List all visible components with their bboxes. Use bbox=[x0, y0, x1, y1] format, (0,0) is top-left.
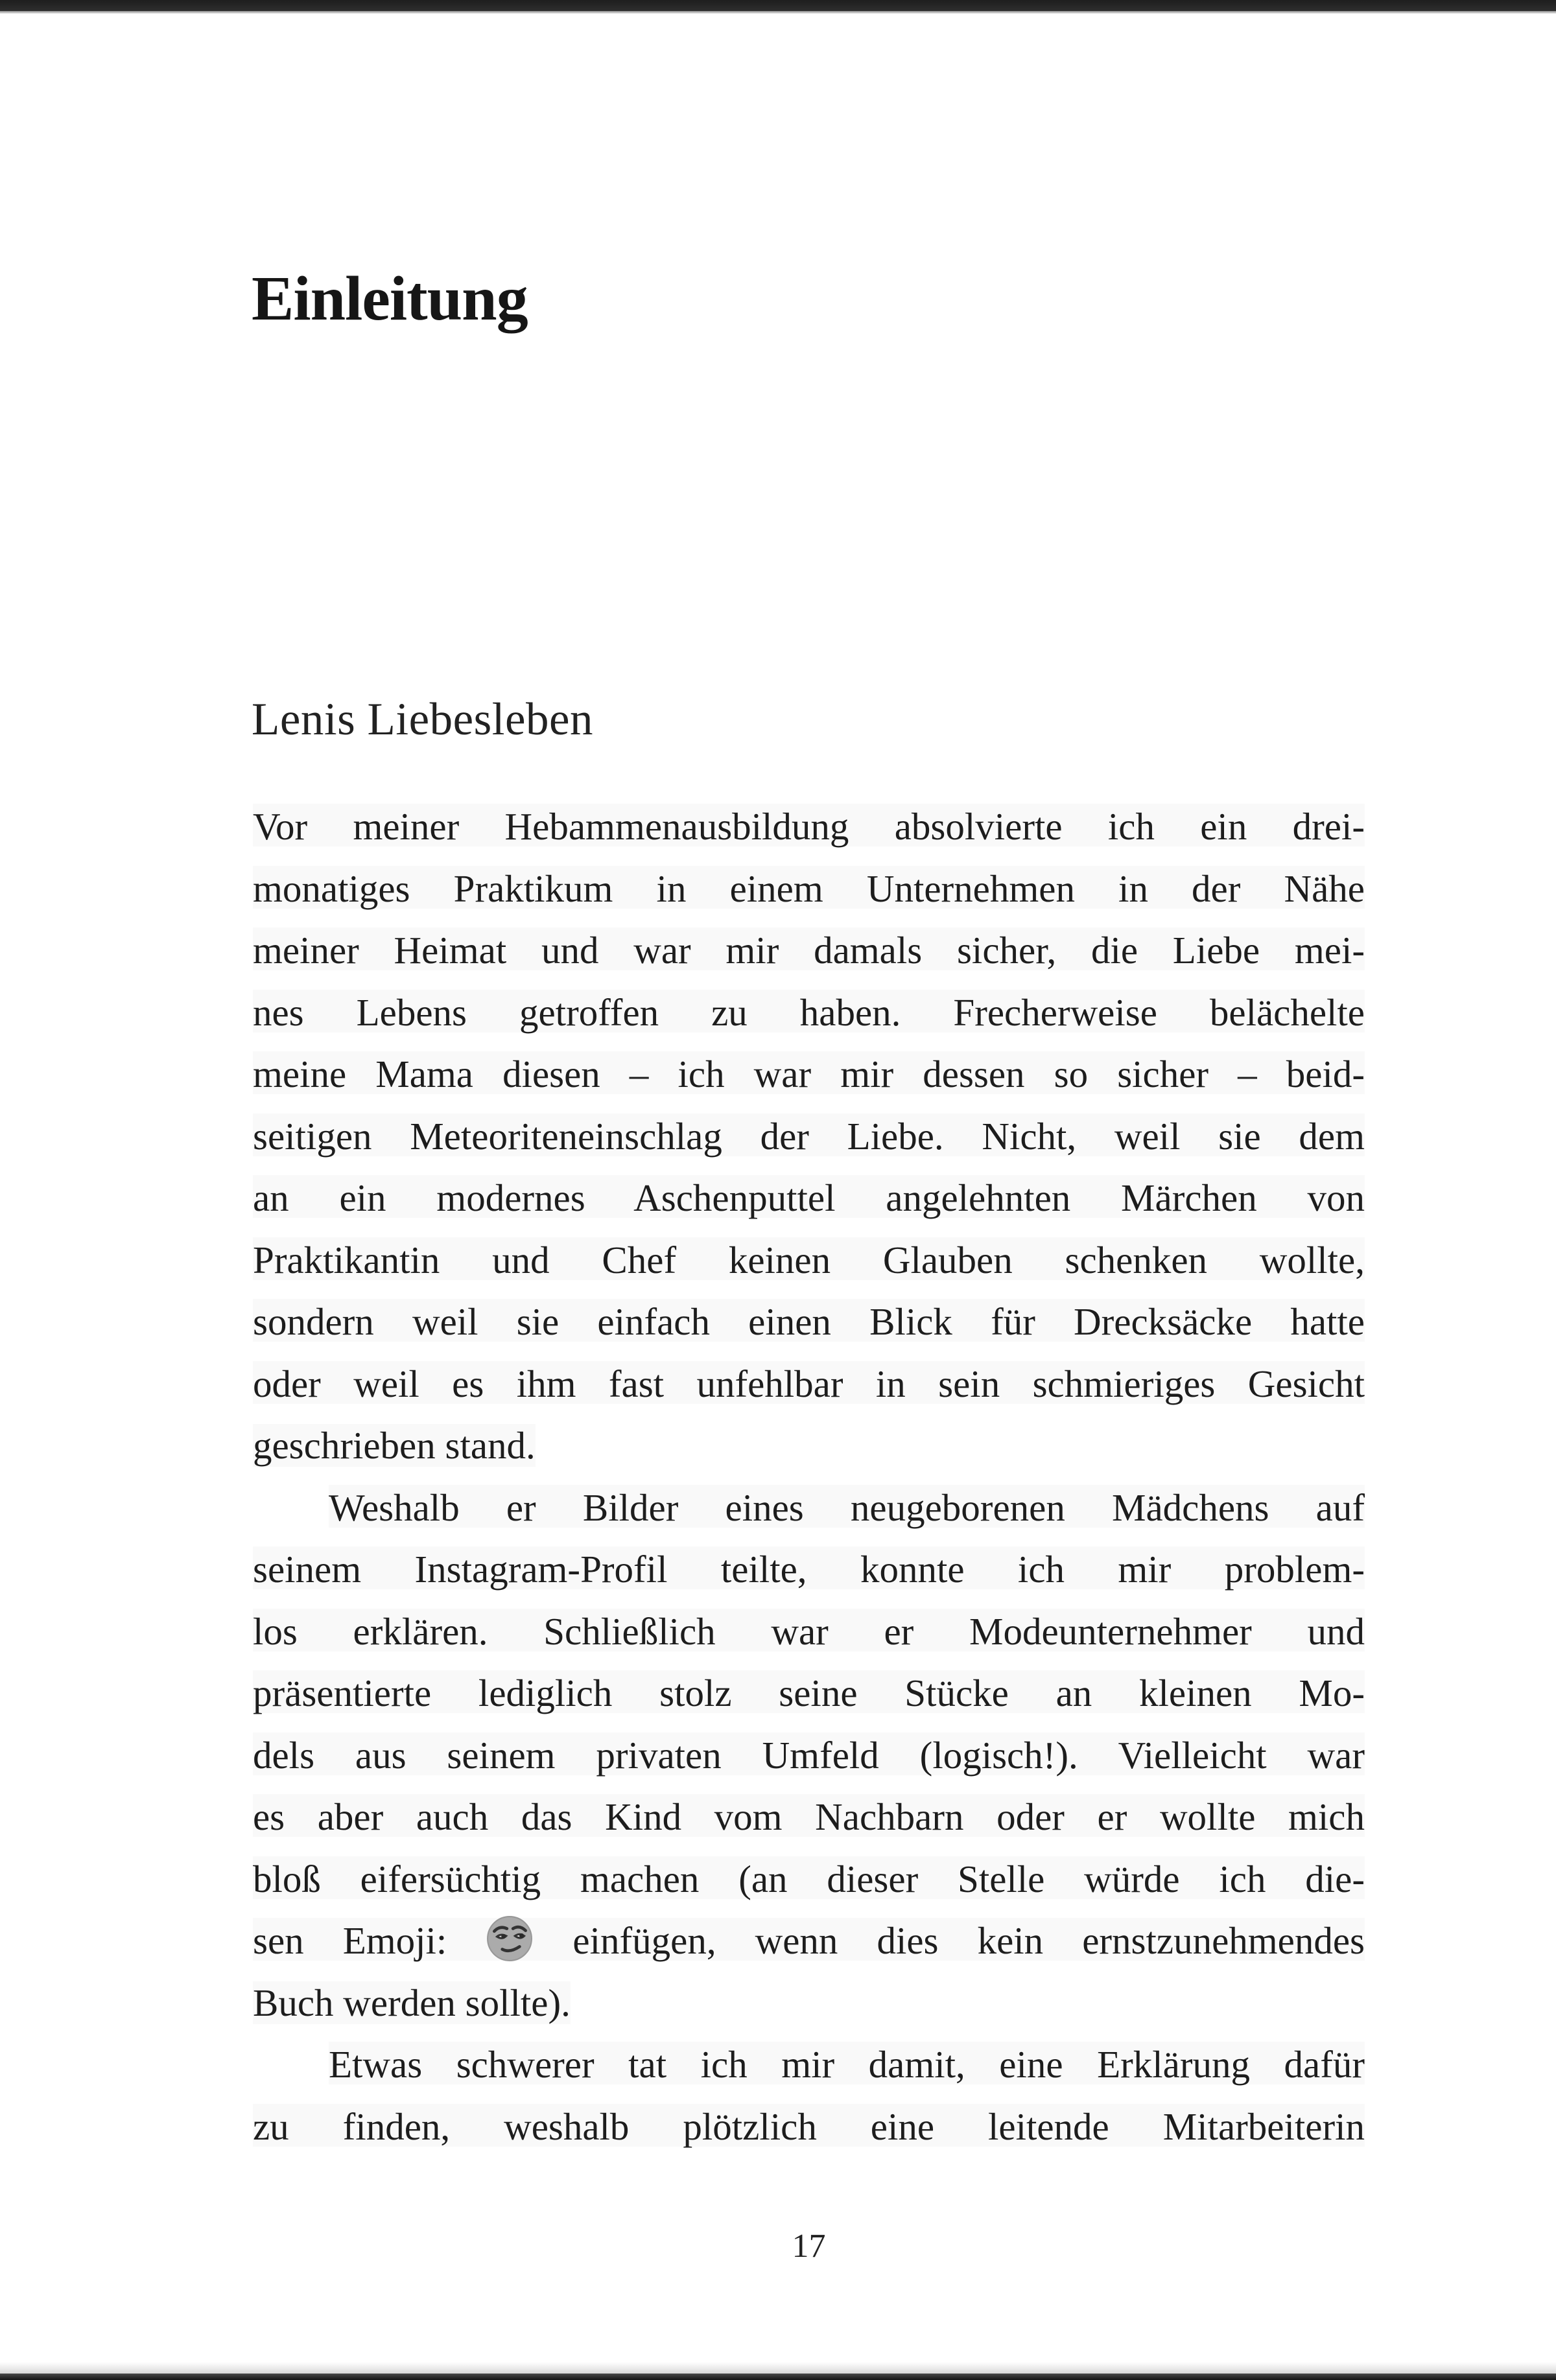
text-line: sen Emoji: einfügen, wenn dies kein ernstzunehmendes bbox=[253, 1910, 1365, 1972]
text-line: meiner Heimat und war mir damals sicher, die Liebe mei- bbox=[253, 920, 1365, 982]
text-line: Vor meiner Hebammenausbildung absolvierte ich ein drei- bbox=[253, 796, 1365, 858]
body-text bbox=[253, 796, 1365, 2158]
smirking-face-emoji bbox=[486, 1915, 534, 1963]
text-line: nes Lebens getroffen zu haben. Frecherweise belächelte bbox=[253, 982, 1365, 1044]
text-line: Buch werden sollte). bbox=[253, 1981, 571, 2024]
text-line: es aber auch das Kind vom Nachbarn oder er wollte mich bbox=[253, 1786, 1365, 1849]
text-line: meine Mama diesen – ich war mir dessen so sicher – beid- bbox=[253, 1044, 1365, 1106]
text-line: los erklären. Schließlich war er Modeunternehmer und bbox=[253, 1601, 1365, 1663]
section-heading: Lenis Liebesleben bbox=[252, 694, 593, 745]
text-line: oder weil es ihm fast unfehlbar in sein schmieriges Gesicht bbox=[253, 1353, 1365, 1416]
text-line: seinem Instagram-Profil teilte, konnte ich mir problem- bbox=[253, 1539, 1365, 1601]
text-line: Etwas schwerer tat ich mir damit, eine Erklärung dafür bbox=[253, 2034, 1365, 2096]
page-number: 17 bbox=[792, 2228, 826, 2265]
text-line: präsentierte lediglich stolz seine Stücke an kleinen Mo- bbox=[253, 1662, 1365, 1725]
text-line: Praktikantin und Chef keinen Glauben schenken wollte, bbox=[253, 1230, 1365, 1292]
top-scan-bar-edge bbox=[0, 11, 1556, 14]
top-scan-bar bbox=[0, 0, 1556, 11]
bottom-scan-strip bbox=[0, 2362, 1556, 2374]
text-line: bloß eifersüchtig machen (an dieser Stelle würde ich die- bbox=[253, 1849, 1365, 1911]
text-line: monatiges Praktikum in einem Unternehmen in der Nähe bbox=[253, 858, 1365, 920]
text-line: an ein modernes Aschenputtel angelehnten Märchen von bbox=[253, 1167, 1365, 1230]
chapter-title: Einleitung bbox=[252, 263, 528, 334]
text-line: sondern weil sie einfach einen Blick für Drecksäcke hatte bbox=[253, 1291, 1365, 1353]
text-line: seitigen Meteoriteneinschlag der Liebe. Nicht, weil sie dem bbox=[253, 1106, 1365, 1168]
text-line: geschrieben stand. bbox=[253, 1424, 536, 1467]
bottom-scan-bar bbox=[0, 2374, 1556, 2380]
text-line: Weshalb er Bilder eines neugeborenen Mädchens auf bbox=[253, 1477, 1365, 1539]
text-line: dels aus seinem privaten Umfeld (logisch!). Vielleicht war bbox=[253, 1725, 1365, 1787]
text-line: zu finden, weshalb plötzlich eine leitende Mitarbeiterin bbox=[253, 2096, 1365, 2158]
